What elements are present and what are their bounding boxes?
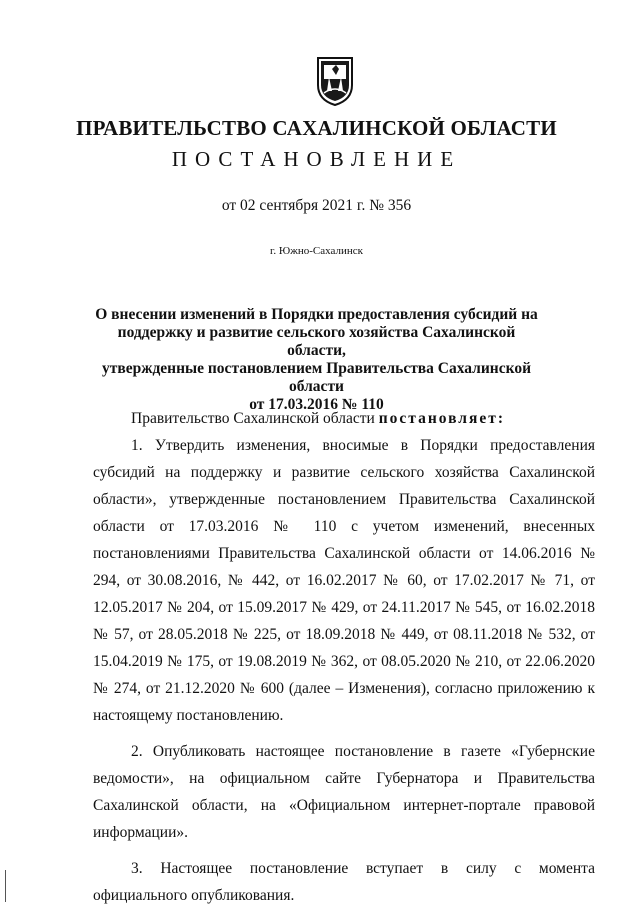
paragraph-item-3: 3. Настоящее постановление вступает в силу с момента официального опубликования.: [93, 860, 595, 904]
subject-line: поддержку и развитие сельского хозяйства Сахалинской области,: [117, 324, 516, 359]
subject-line: от 17.03.2016 № 110: [249, 396, 384, 413]
paragraph-item-1: 1. Утвердить изменения, вносимые в Порядки предоставления субсидий на поддержку и развитие сельского хозяйства Сахалинской области», утвержденные постановлением Правительства Сахалинской области от 17.03.2016 № 110 с учетом изменений, внесенных постановлениями Правительства Сахалинской области от 14.06.2016 № 294, от 30.08.2016, № 442, от 16.02.2017 № 60, от 17.02.2017 № 71, от 12.05.2017 № 204, от 15.09.2017 № 429, от 24.11.2017 № 545, от 16.02.2018 № 57, от 28.05.2018 № 225, от 18.09.2018 № 449, от 08.11.2018 № 532, от 15.04.2019 № 175, от 19.08.2019 № 362, от 08.05.2020 № 210, от 22.06.2020 № 274, от 21.12.2020 № 600 (далее – Изменения), согласно приложению к настоящему постановлению.: [93, 437, 595, 724]
document-body: [93, 405, 595, 909]
document-subject: [90, 306, 543, 414]
document-date-number: от 02 сентября 2021 г. № 356: [221, 197, 412, 214]
document-type: ПОСТАНОВЛЕНИЕ: [171, 147, 462, 171]
scan-margin-mark: [5, 870, 6, 902]
document-city: г. Южно-Сахалинск: [270, 245, 363, 257]
coat-of-arms-icon: [315, 55, 355, 107]
preamble-text: Правительство Сахалинской области: [131, 410, 379, 427]
preamble: [93, 405, 595, 432]
preamble-action: постановляет:: [378, 410, 506, 427]
organization-title: ПРАВИТЕЛЬСТВО САХАЛИНСКОЙ ОБЛАСТИ: [76, 116, 557, 140]
subject-line: О внесении изменений в Порядки предоставления субсидий на: [95, 306, 538, 323]
paragraph-item-2: 2. Опубликовать настоящее постановление в газете «Губернские ведомости», на официальном сайте Губернатора и Правительства Сахалинской области, на «Официальном интернет-портале правовой информации».: [93, 743, 595, 841]
subject-line: утвержденные постановлением Правительства Сахалинской области: [101, 360, 532, 395]
